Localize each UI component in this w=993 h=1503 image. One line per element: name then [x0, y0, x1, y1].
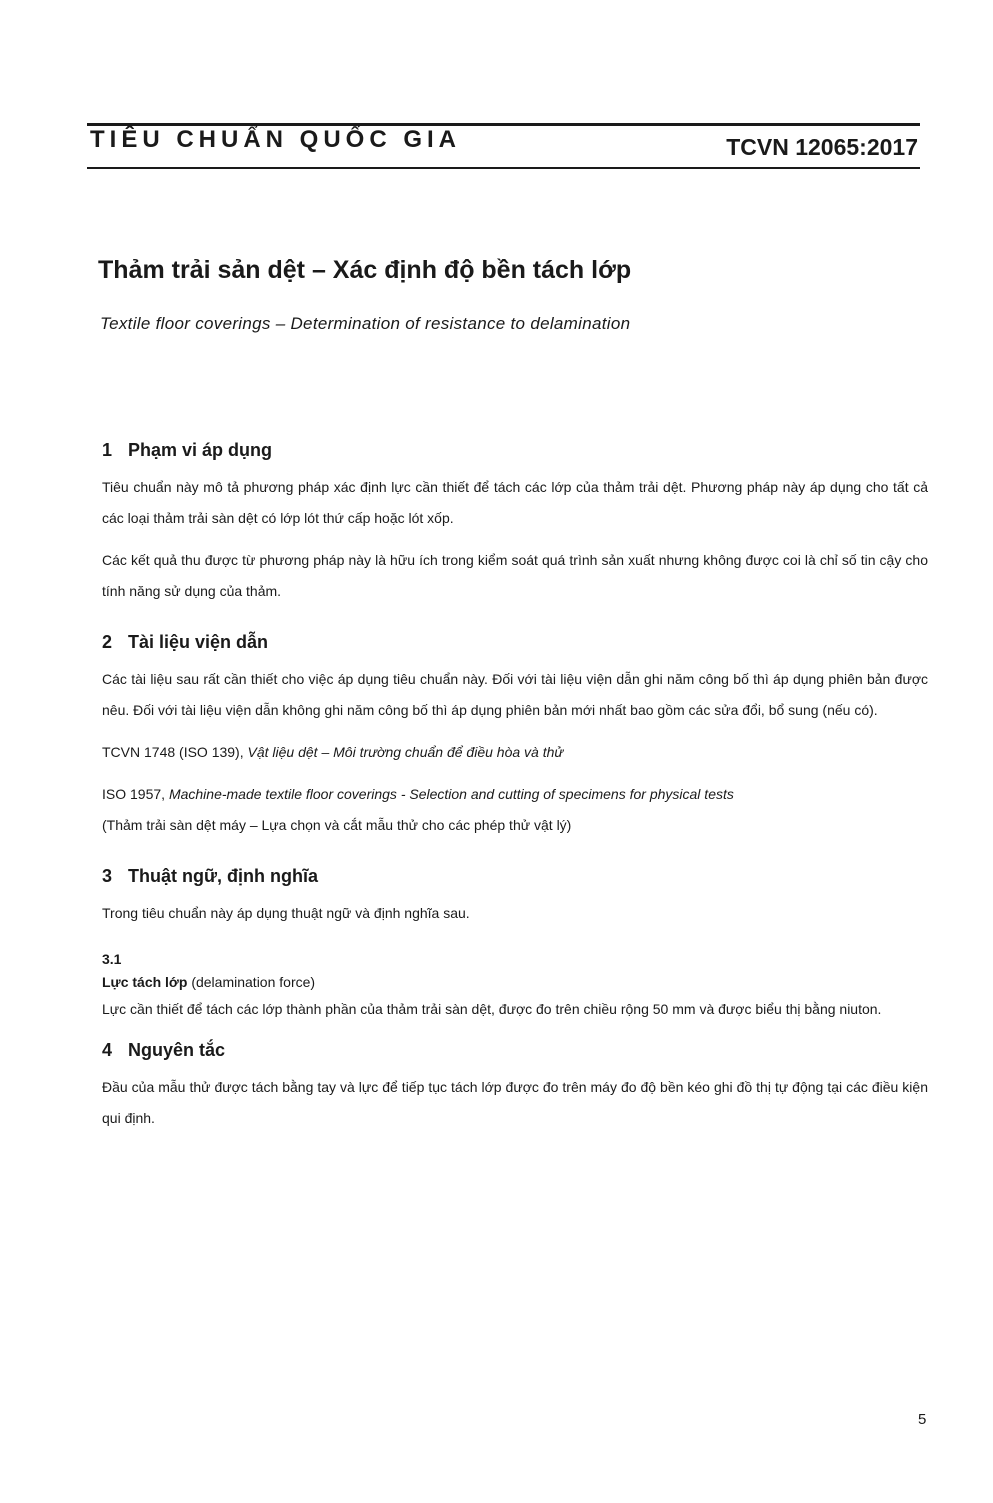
term-name-vi: Lực tách lớp: [102, 974, 188, 990]
section-2-paragraph-1: Các tài liệu sau rất cần thiết cho việc áp dụng tiêu chuẩn này. Đối với tài liệu viện dẫn ghi năm công bố thì áp dụng phiên bản được nêu. Đối với tài liệu viện dẫn không ghi năm công bố thì áp dụng phiên bản mới nhất bao gồm các sửa đổi, bổ sung (nếu có).: [102, 671, 928, 718]
reference-2-translation: (Thảm trải sàn dệt máy – Lựa chọn và cắt mẫu thử cho các phép thử vật lý): [102, 817, 572, 833]
section-1-paragraph-1: Tiêu chuẩn này mô tả phương pháp xác định lực cần thiết để tách các lớp của thảm trải dệt. Phương pháp này áp dụng cho tất cả các loại thảm trải sàn dệt có lớp lót thứ cấp hoặc lót xốp.: [102, 479, 928, 526]
section-1-paragraph-2: Các kết quả thu được từ phương pháp này là hữu ích trong kiểm soát quá trình sản xuất nhưng không được coi là chỉ số tin cậy cho tính năng sử dụng của thảm.: [102, 552, 928, 599]
section-3-paragraph-1: Trong tiêu chuẩn này áp dụng thuật ngữ và định nghĩa sau.: [102, 905, 470, 921]
document-body: [102, 440, 928, 1145]
term-number: 3.1: [102, 951, 122, 967]
term-entry: [102, 970, 928, 994]
section-4-heading: [102, 1040, 928, 1061]
section-4-paragraph-1: Đầu của mẫu thử được tách bằng tay và lực để tiếp tục tách lớp được đo trên máy đo độ bền kéo ghi đồ thị tự động tại các điều kiện qui định.: [102, 1079, 928, 1126]
section-2-heading: [102, 632, 928, 653]
section-1-heading: [102, 440, 928, 461]
section-2-title: Tài liệu viện dẫn: [128, 632, 269, 652]
normative-reference-2: [102, 779, 928, 841]
page-number: 5: [918, 1411, 927, 1428]
section-4-number: 4: [102, 1040, 113, 1060]
section-3-number: 3: [102, 866, 113, 886]
section-3-title: Thuật ngữ, định nghĩa: [128, 866, 319, 886]
document-subtitle-english: Textile floor coverings – Determination of resistance to delamination: [100, 314, 631, 333]
header-standard-type: TIÊU CHUẨN QUỐC GIA: [90, 126, 461, 153]
document-title: Thảm trải sản dệt – Xác định độ bền tách lớp: [98, 256, 632, 284]
reference-1-title: Vật liệu dệt – Môi trường chuẩn để điều hòa và thử: [247, 744, 564, 760]
header-standard-code: TCVN 12065:2017: [726, 134, 918, 160]
header-rule-bottom: [87, 167, 920, 169]
section-1-title: Phạm vi áp dụng: [128, 440, 273, 460]
term-definition: Lực cần thiết để tách các lớp thành phần của thảm trải sàn dệt, được đo trên chiều rộng 50 mm và được biểu thị bằng niuton.: [102, 1001, 882, 1017]
normative-reference-1: [102, 737, 928, 768]
reference-2-code: ISO 1957,: [102, 786, 169, 802]
section-1-number: 1: [102, 440, 113, 460]
section-3-heading: [102, 866, 928, 887]
reference-2-title: Machine-made textile floor coverings - Selection and cutting of specimens for physical tests: [168, 786, 734, 802]
section-2-number: 2: [102, 632, 113, 652]
section-4-title: Nguyên tắc: [128, 1040, 226, 1060]
term-name-en: (delamination force): [187, 974, 316, 990]
reference-1-code: TCVN 1748 (ISO 139),: [102, 744, 248, 760]
